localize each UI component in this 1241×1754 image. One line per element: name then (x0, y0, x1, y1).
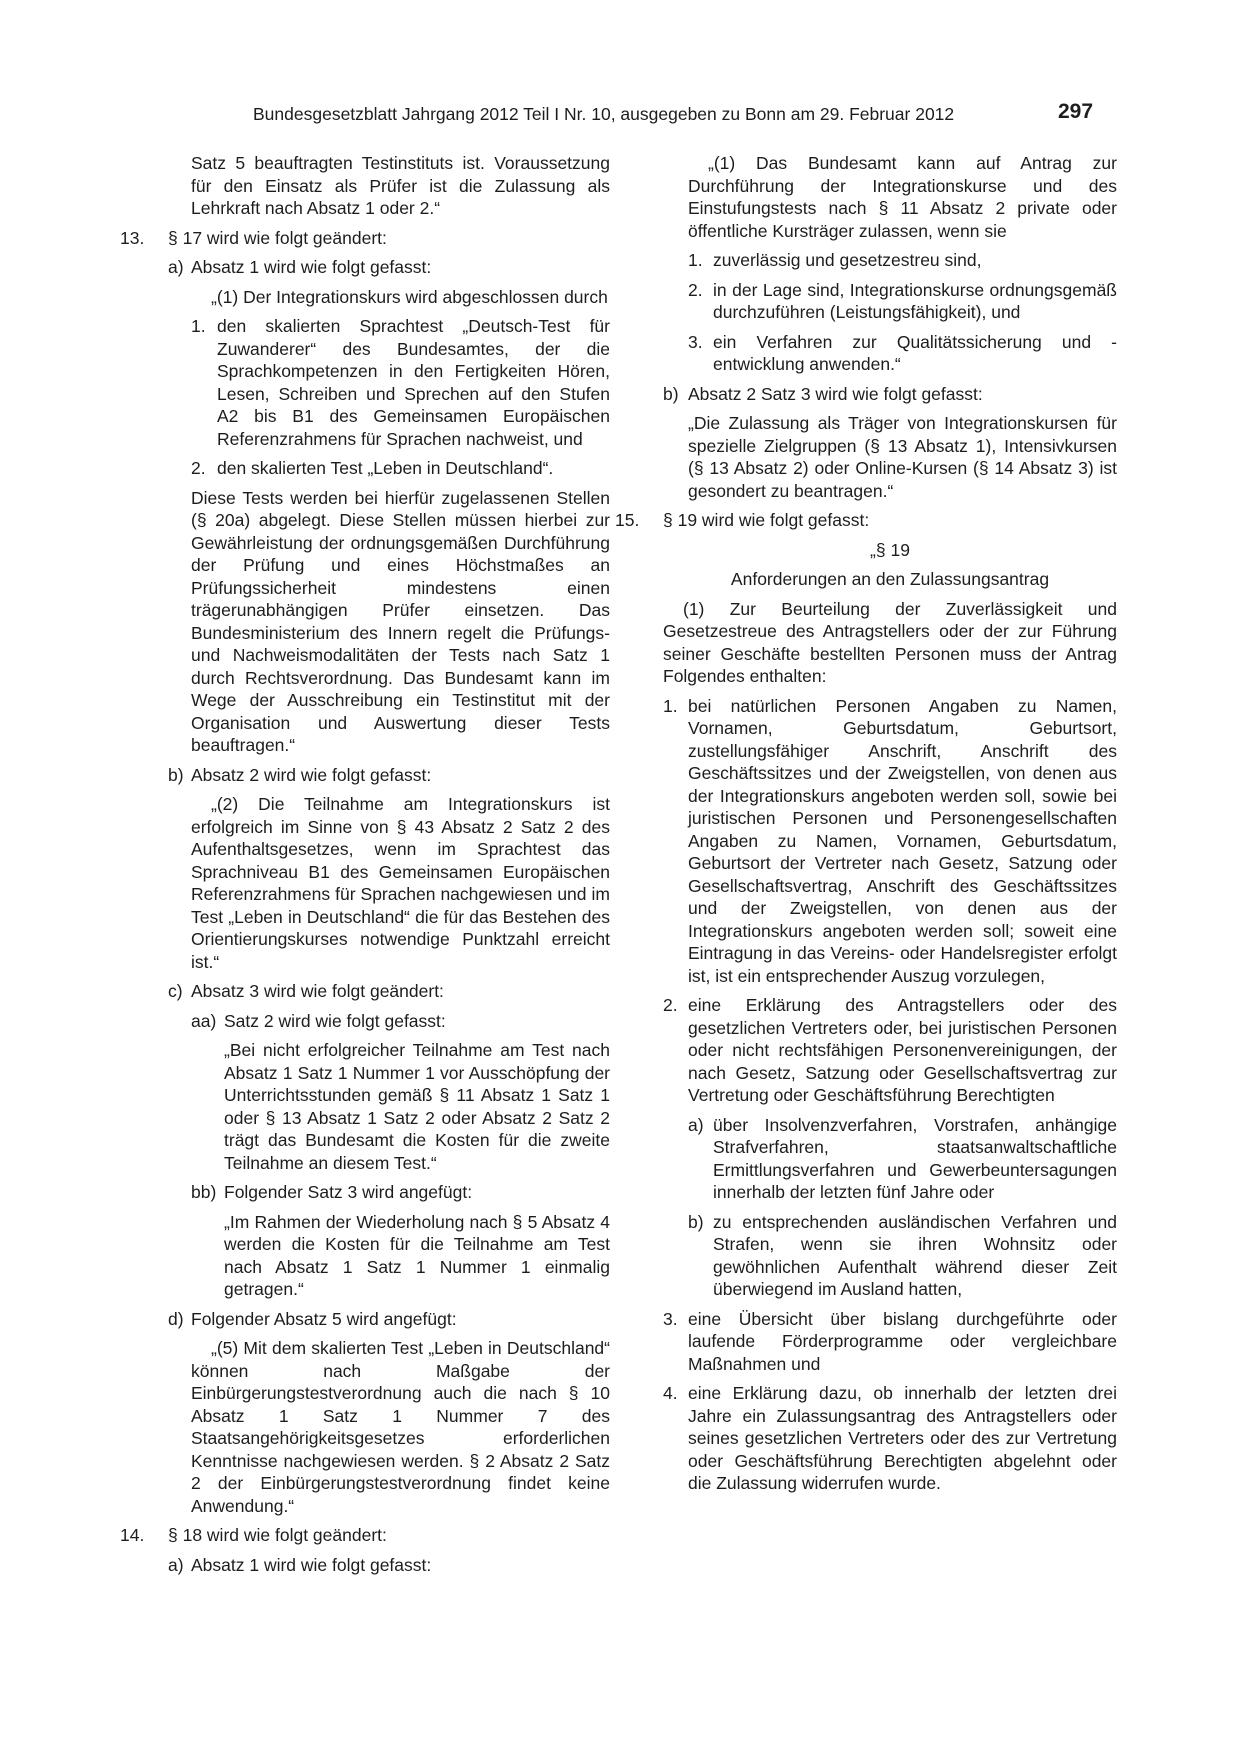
numbered-text: den skalierten Sprachtest „Deutsch-Test für Zuwanderer“ des Bundesamtes, der die Sprachkompetenzen in den Fertigkeiten Hören, Lesen, Schreiben und Sprechen auf den Stufen A2 bis B1 des Gemeinsamen Europäischen Referenzrahmens für Sprachen nachweist, und (217, 316, 610, 449)
item-label: 14. (120, 1525, 145, 1545)
numbered-item-1 (640, 695, 1117, 988)
subitem-text: Folgender Absatz 5 wird angefügt: (191, 1308, 457, 1329)
numbered-item-2 (120, 457, 610, 480)
body-paragraph: Diese Tests werden bei hierfür zugelassenen Stellen (§ 20a) abgelegt. Diese Stellen müssen hierbei zur Gewährleistung der ordnungsgemäßen Durchführung der Prüfung und eines Höchstmaßes an Prüfungssicherheit mindestens einen trägerunabhängigen Prüfer einsetzen. Das Bundesministerium des Innern regelt die Prüfungs- und Nachweismodalitäten der Tests nach Satz 1 durch Rechtsverordnung. Das Bundesamt kann im Wege der Ausschreibung ein Testinstitut mit der Organisation und Auswertung dieser Tests beauftragen.“ (191, 487, 610, 755)
subitem-a (120, 1554, 610, 1577)
item-13 (120, 227, 610, 250)
subitem-label: d) (168, 1308, 184, 1329)
subitem-b (120, 764, 610, 787)
numbered-item-3 (640, 1308, 1117, 1376)
numbered-item-2 (640, 279, 1117, 324)
numbered-label: 1. (688, 250, 703, 270)
numbered-item-3 (640, 331, 1117, 376)
numbered-label: 3. (663, 1308, 678, 1329)
subitem-text: Absatz 1 wird wie folgt gefasst: (191, 257, 432, 277)
item-text: § 18 wird wie folgt geändert: (168, 1525, 387, 1545)
numbered-item-4 (640, 1382, 1117, 1495)
item-14 (120, 1524, 610, 1547)
left-column (120, 152, 610, 1583)
continuation-paragraph: Satz 5 beauftragten Testinstituts ist. Voraussetzung für den Einsatz als Prüfer ist die Zulassung als Lehrkraft nach Absatz 1 oder 2.“ (191, 153, 610, 218)
quoted-paragraph: „(1) Das Bundesamt kann auf Antrag zur Durchführung der Integrationskurse und des Einstufungstests nach § 11 Absatz 2 private oder öffentliche Kursträger zulassen, wenn sie (688, 153, 1117, 241)
quoted-paragraph: „Die Zulassung als Träger von Integrationskursen für spezielle Zielgruppen (§ 13 Absatz 1), Intensivkursen (§ 13 Absatz 2) oder Online-Kursen (§ 14 Absatz 3) ist gesondert zu beantragen.“ (688, 413, 1117, 501)
item-15 (615, 509, 1117, 532)
subitem-label: aa) (191, 1010, 217, 1031)
page-header (0, 100, 1241, 130)
numbered-item-2 (640, 994, 1117, 1107)
subitem-b (640, 1211, 1117, 1301)
numbered-text: den skalierten Test „Leben in Deutschland“. (217, 458, 554, 478)
numbered-label: 3. (688, 331, 703, 352)
subitem-c (120, 980, 610, 1003)
subitem-text: über Insolvenzverfahren, Vorstrafen, anhängige Strafverfahren, staatsanwaltschaftliche Ermittlungsverfahren und Gewerbeuntersagungen innerhalb der letzten fünf Jahre oder (713, 1114, 1117, 1202)
item-text: § 17 wird wie folgt geändert: (168, 227, 387, 248)
numbered-text: in der Lage sind, Integrationskurse ordnungsgemäß durchzuführen (Leistungsfähigkeit), und (713, 279, 1117, 322)
quoted-paragraph: „(5) Mit dem skalierten Test „Leben in Deutschland“ können nach Maßgabe der Einbürgerungstestverordnung auch die nach § 10 Absatz 1 Satz 1 Nummer 7 des Staatsangehörigkeitsgesetzes erforderlichen Kenntnisse nachgewiesen werden. § 2 Absatz 2 Satz 2 der Einbürgerungstestverordnung findet keine Anwendung.“ (191, 1338, 610, 1516)
item-text: § 19 wird wie folgt gefasst: (663, 510, 870, 530)
subitem-label: b) (688, 1211, 704, 1232)
page-number: 297 (1058, 100, 1094, 123)
subitem-text: Folgender Satz 3 wird angefügt: (224, 1182, 473, 1202)
quoted-paragraph: „Bei nicht erfolgreicher Teilnahme am Test nach Absatz 1 Satz 1 Nummer 1 vor Ausschöpfung der Unterrichtsstunden gemäß § 11 Absatz 1 Satz 1 oder § 13 Absatz 1 Satz 2 oder Absatz 2 Satz 2 trägt das Bundesamt die Kosten für die zweite Teilnahme an diesem Test.“ (224, 1040, 610, 1173)
subitem-label: a) (688, 1114, 704, 1135)
subitem-text: Absatz 1 wird wie folgt gefasst: (191, 1554, 432, 1575)
numbered-label: 2. (688, 279, 703, 300)
item-label: 15. (615, 510, 640, 530)
numbered-label: 2. (191, 458, 206, 478)
subitem-aa (120, 1010, 610, 1033)
subitem-text: Absatz 2 wird wie folgt gefasst: (191, 764, 432, 785)
subitem-label: b) (168, 764, 184, 785)
item-label: 13. (120, 227, 145, 248)
subitem-text: Absatz 2 Satz 3 wird wie folgt gefasst: (688, 383, 983, 404)
subitem-text: Satz 2 wird wie folgt gefasst: (224, 1010, 446, 1031)
quoted-paragraph: „(2) Die Teilnahme am Integrationskurs ist erfolgreich im Sinne von § 43 Absatz 2 Satz 2 des Aufenthaltsgesetzes, wenn im Sprachtest das Sprachniveau B1 des Gemeinsamen Europäischen Referenzrahmens für Sprachen nachgewiesen und im Test „Leben in Deutschland“ die für das Bestehen des Orientierungskurses notwendige Punktzahl erreicht ist.“ (191, 794, 610, 972)
numbered-label: 1. (663, 695, 678, 716)
numbered-label: 4. (663, 1383, 678, 1403)
subitem-bb (120, 1181, 610, 1204)
numbered-item-1 (120, 315, 610, 450)
subitem-text: zu entsprechenden ausländischen Verfahren und Strafen, wenn sie ihren Wohnsitz oder gewöhnlichen Aufenthalt während dieser Zeit überwiegend im Ausland hatten, (713, 1211, 1117, 1299)
subitem-a (640, 1114, 1117, 1204)
subitem-label: bb) (191, 1182, 217, 1202)
subitem-d (120, 1308, 610, 1331)
numbered-label: 1. (191, 316, 206, 336)
subitem-label: c) (168, 981, 183, 1001)
numbered-text: zuverlässig und gesetzestreu sind, (713, 250, 982, 270)
right-column (615, 152, 1117, 1502)
subitem-label: a) (168, 1554, 184, 1575)
numbered-item-1 (640, 249, 1117, 272)
numbered-label: 2. (663, 995, 678, 1015)
numbered-text: bei natürlichen Personen Angaben zu Namen, Vornamen, Geburtsdatum, Geburtsort, zustellungsfähiger Anschrift, Anschrift des Geschäftssitzes und der Zweigstellen, von denen aus der Integrationskurs angeboten werden soll, sowie bei juristischen Personen und Personengesellschaften Angaben zu Namen, Vornamen, Geburtsdatum, Geburtsort der Vertreter nach Gesetz, Satzung oder Gesellschaftsvertrag, Anschrift des Geschäftssitzes und der Zweigstellen, von denen aus der Integrationskurs angeboten werden soll; soweit eine Eintragung in das Vereins- oder Handelsregister erfolgt ist, ist ein entsprechender Auszug vorzulegen, (688, 695, 1117, 986)
subitem-b (640, 383, 1117, 406)
subitem-label: b) (663, 383, 679, 404)
numbered-text: eine Erklärung des Antragstellers oder des gesetzlichen Vertreters oder, bei juristischen Personen oder nicht rechtsfähigen Personenvereinigungen, der nach Gesetz, Satzung oder Gesellschaftsvertrag zur Vertretung oder Geschäftsführung Berechtigten (688, 995, 1117, 1105)
subitem-label: a) (168, 257, 184, 277)
body-paragraph: (1) Zur Beurteilung der Zuverlässigkeit und Gesetzestreue des Antragstellers oder der zur Führung seiner Geschäfte bestellten Personen muss der Antrag Folgendes enthalten: (663, 598, 1117, 686)
subitem-text: Absatz 3 wird wie folgt geändert: (191, 981, 444, 1001)
quoted-paragraph: „(1) Der Integrationskurs wird abgeschlossen durch (211, 286, 608, 307)
section-number: „§ 19 (870, 539, 910, 560)
numbered-text: eine Erklärung dazu, ob innerhalb der letzten drei Jahre ein Zulassungsantrag des Antragstellers oder seines gesetzlichen Vertreters oder des zur Vertretung oder Geschäftsführung Berechtigten abgelehnt oder die Zulassung widerrufen wurde. (688, 1383, 1117, 1493)
quoted-paragraph: „Im Rahmen der Wiederholung nach § 5 Absatz 4 werden die Kosten für die Teilnahme am Test nach Absatz 1 Satz 1 Nummer 1 einmalig getragen.“ (224, 1211, 610, 1299)
numbered-text: eine Übersicht über bislang durchgeführte oder laufende Förderprogramme oder vergleichbare Maßnahmen und (688, 1308, 1117, 1374)
gazette-title: Bundesgesetzblatt Jahrgang 2012 Teil I Nr. 10, ausgegeben zu Bonn am 29. Februar 2012 (253, 104, 955, 124)
subitem-a (120, 256, 610, 279)
numbered-text: ein Verfahren zur Qualitätssicherung und -entwicklung anwenden.“ (713, 331, 1117, 374)
section-title: Anforderungen an den Zulassungsantrag (730, 569, 1050, 589)
